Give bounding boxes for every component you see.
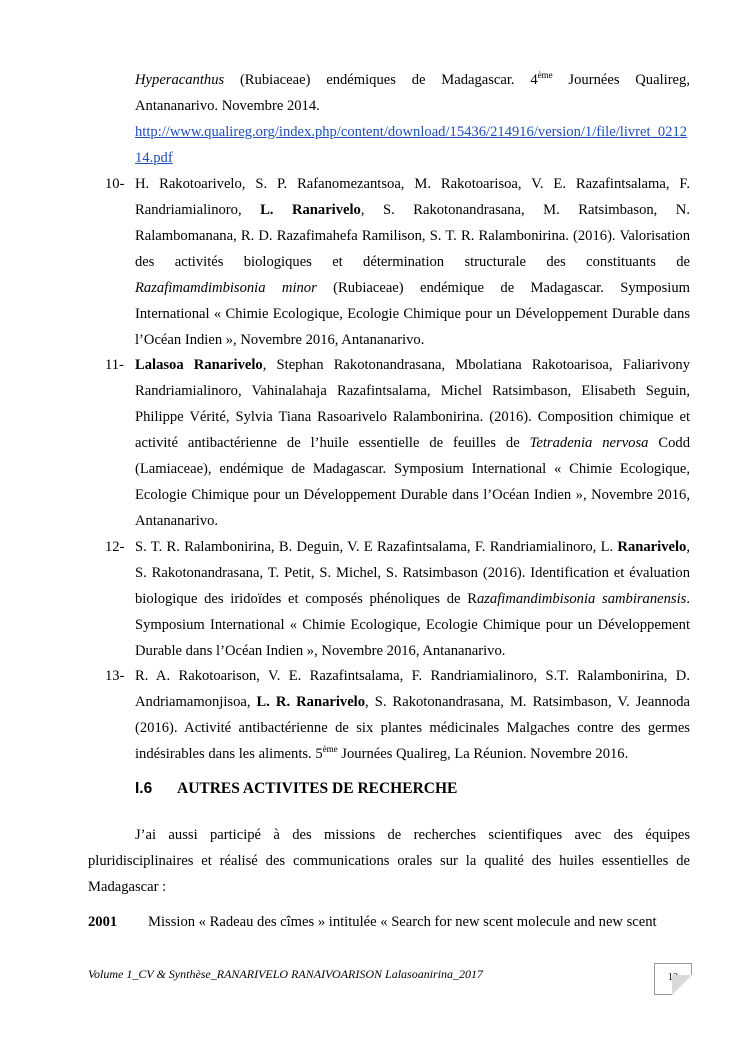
reference-text: Codd (Lamiaceae), endémique de Madagascar. Symposium International « Chimie Ecologique, Ecologie Chimique pour un Développement Durable dans l’Océan Indien », Novembre 2016, Antananarivo. xyxy=(135,435,690,529)
section-title: AUTRES ACTIVITES DE RECHERCHE xyxy=(177,780,458,797)
page-footer: Volume 1_CV & Synthèse_RANARIVELO RANAIVOARISON Lalasoanirina_2017 xyxy=(88,967,484,981)
reference-item-12 xyxy=(105,534,690,664)
highlighted-author: Lalasoa Ranarivelo xyxy=(135,357,263,373)
species-name: Tetradenia nervosa xyxy=(529,435,649,451)
reference-body xyxy=(135,171,690,353)
reference-item-11 xyxy=(105,352,690,534)
superscript: ème xyxy=(537,70,553,81)
mission-text: Mission « Radeau des cîmes » intitulée « Search for new scent molecule and new scent xyxy=(148,914,657,930)
reference-text: , S. Rakotonandrasana, M. Ratsimbason, N. Ralambomanana, R. D. Razafimahefa Ramilison, S. T. R. Ralambonirina. (2016). Valorisation des activités biologiques et détermination structurale des constituants de xyxy=(135,202,690,270)
reference-text: . Symposium International « Chimie Ecologique, Ecologie Chimique pour un Développement Durable dans l’Océan Indien », Novembre 2016, Antananarivo. xyxy=(135,591,690,659)
reference-item-10 xyxy=(105,171,690,353)
reference-number: 11- xyxy=(105,357,124,373)
pdf-link[interactable]: http://www.qualireg.org/index.php/content/download/15436/214916/version/1/file/livret_021214.pdf xyxy=(135,124,688,166)
page-corner-fold-icon xyxy=(672,975,692,995)
reference-continuation xyxy=(135,67,690,171)
reference-text: (Rubiaceae) endémiques de Madagascar. 4 xyxy=(224,72,538,88)
reference-item-13 xyxy=(105,663,690,767)
reference-body xyxy=(135,352,690,534)
section-number: I.6 xyxy=(135,780,153,797)
reference-text: Journées Qualireg, Antananarivo. Novembre 2014. xyxy=(135,72,690,114)
highlighted-author: L. Ranarivelo xyxy=(260,202,361,218)
species-name: Razafimamdimbisonia minor xyxy=(135,280,317,296)
reference-authors: S. T. R. Ralambonirina, B. Deguin, V. E Razafintsalama, F. Randriamialinoro, L. xyxy=(135,539,618,555)
reference-number: 10- xyxy=(105,176,125,192)
reference-number: 12- xyxy=(105,539,125,555)
reference-body xyxy=(135,534,690,664)
reference-text: Journées Qualireg, La Réunion. Novembre 2016. xyxy=(337,746,629,762)
reference-authors: H. Rakotoarivelo, S. P. Rafanomezantsoa, M. Rakotoarisoa, V. E. Razafintsalama, F. Randriamialinoro, xyxy=(135,176,690,218)
highlighted-author: L. R. Ranarivelo xyxy=(256,694,366,710)
section-heading xyxy=(135,780,457,798)
reference-text: , Stephan Rakotonandrasana, Mbolatiana Rakotoarisoa, Faliarivony Randriamialinoro, Vahinalahaja Razafintsalama, Michel Ratsimbason, Elisabeth Seguin, Philippe Vérité, Sylvia Tiana Rasoarivelo Ralambonirina. (2016). Composition chimique et activité antibactérienne de l’huile essentielle de feuilles de xyxy=(135,357,690,451)
mission-year: 2001 xyxy=(88,914,118,930)
reference-body xyxy=(135,663,690,767)
intro-paragraph: J’ai aussi participé à des missions de recherches scientifiques avec des équipes pluridisciplinaires et réalisé des communications orales sur la qualité des huiles essentielles de Madagascar : xyxy=(88,827,690,895)
reference-text: (Rubiaceae) endémique de Madagascar. Symposium International « Chimie Ecologique, Ecologie Chimique pour un Développement Durable dans l’Océan Indien », Novembre 2016, Antananarivo. xyxy=(135,280,690,348)
species-name: azafimandimbisonia sambiranensis xyxy=(476,591,687,607)
page-number: 12 xyxy=(668,972,678,983)
reference-number: 13- xyxy=(105,668,125,684)
superscript: ème xyxy=(322,744,338,755)
highlighted-author: Ranarivelo xyxy=(617,539,687,555)
mission-entry xyxy=(88,914,690,931)
reference-text: , S. Rakotonandrasana, M. Ratsimbason, V. Jeannoda (2016). Activité antibactérienne de six plantes médicinales Malgaches contre des germes indésirables dans les aliments. 5 xyxy=(135,694,690,762)
page-number-box xyxy=(654,963,692,995)
species-name: Hyperacanthus xyxy=(135,72,225,88)
reference-text: , S. Rakotonandrasana, T. Petit, S. Michel, S. Ratsimbason (2016). Identification et évaluation biologique des iridoïdes et composés phénoliques de R xyxy=(135,539,690,607)
reference-authors: R. A. Rakotoarison, V. E. Razafintsalama, F. Randriamialinoro, S.T. Ralambonirina, D. Andriamamonjisoa, xyxy=(135,668,690,710)
